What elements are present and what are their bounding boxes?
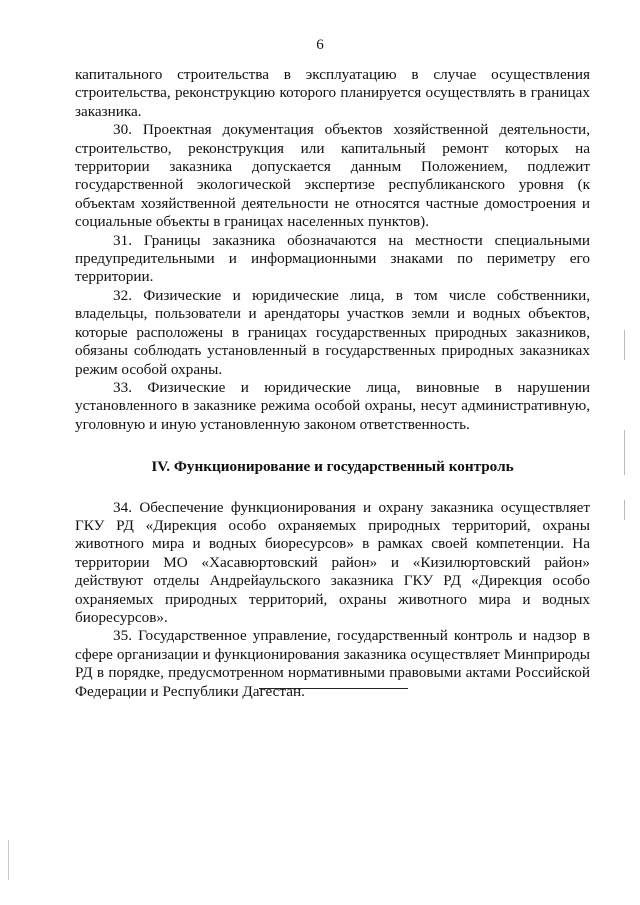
scan-artifact-right-3 <box>624 500 625 520</box>
paragraph-34: 34. Обеспечение функционирования и охрану заказника осуществляет ГКУ РД «Дирекция особо охраняемых природных территорий, охраны животного мира и водных биоресурсов» в рамках своей компетенции. На территории МО «Хасавюртовский район» и «Кизилюртовский район» действуют отделы Андрейаульского заказника ГКУ РД «Дирекция особо охраняемых природных территорий, охраны животного мира и водных биоресурсов». <box>75 498 590 626</box>
page-number: 6 <box>316 37 324 53</box>
scan-artifact-right-1 <box>624 330 625 360</box>
section-heading: IV. Функционирование и государственный контроль <box>151 458 514 476</box>
document-body <box>75 66 590 701</box>
paragraph-32: 32. Физические и юридические лица, в том числе собственники, владельцы, пользователи и арендаторы участков земли и водных объектов, которые расположены в границах государственных природных заказников, обязаны соблюдать установленный в государственных природных заказниках режим особой охраны. <box>75 286 590 378</box>
paragraph-continuation: капитального строительства в эксплуатацию в случае осуществления строительства, реконструкцию которого планируется осуществлять в границах заказника. <box>75 66 590 120</box>
end-of-document-rule <box>259 688 408 689</box>
paragraph-31: 31. Границы заказника обозначаются на местности специальными предупредительными и информационными знаками по периметру его территории. <box>75 231 590 286</box>
paragraph-30: 30. Проектная документация объектов хозяйственной деятельности, строительство, реконструкция или капитальный ремонт которых на территории заказника допускается данным Положением, подлежит государственной экологической экспертизе республиканского уровня (к объектам хозяйственной деятельности не относятся частные домостроения и социальные объекты в границах населенных пунктов). <box>75 121 590 231</box>
scan-artifact-right-2 <box>624 430 625 475</box>
scan-artifact-left-1 <box>8 840 9 880</box>
paragraph-35: 35. Государственное управление, государственный контроль и надзор в сфере организации и функционирования заказника осуществляет Минприроды РД в порядке, предусмотренном нормативными правовыми актами Российской Федерации и Республики Дагестан. <box>75 627 590 700</box>
paragraph-33: 33. Физические и юридические лица, виновные в нарушении установленного в заказнике режима особой охраны, несут административную, уголовную и иную установленную законом ответственность. <box>75 378 590 433</box>
